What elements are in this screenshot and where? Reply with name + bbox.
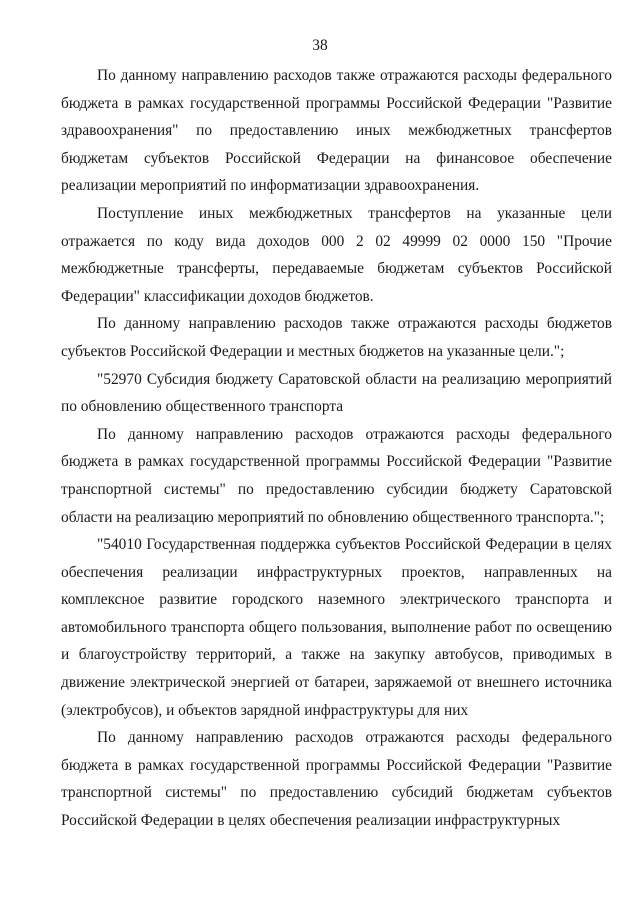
paragraph-52970-heading: "52970 Субсидия бюджету Саратовской области на реализацию мероприятий по обновлению общественного транспорта [61, 370, 612, 416]
paragraph-revenue-code: Поступление иных межбюджетных трансфертов на указанные цели отражается по коду вида доходов 000 2 02 49999 02 0000 150 "Прочие межбюджетные трансферты, передаваемые бюджетам субъектов Российской Федерации" классификации доходов бюджетов. [61, 204, 612, 305]
paragraph-federal-budget-health-transfers: По данному направлению расходов также отражаются расходы федерального бюджета в рамках государственной программы Российской Федерации "Развитие здравоохранения" по предоставлению иных межбюджетных трансфертов бюджетам субъектов Российской Федерации на финансовое обеспечение реализации мероприятий по информатизации здравоохранения. [61, 67, 612, 195]
paragraph-regional-budgets: По данному направлению расходов также отражаются расходы бюджетов субъектов Российской Федерации и местных бюджетов на указанные цели."; [61, 315, 612, 360]
paragraph-54010-heading: "54010 Государственная поддержка субъектов Российской Федерации в целях обеспечения реализации инфраструктурных проектов, направленных на комплексное развитие городского наземного электрического транспорта и автомобильного транспорта общего пользования, выполнение работ по освещению и благоустройству территорий, а также на закупку автобусов, приводимых в движение электрической энергией от батареи, заряжаемой от внешнего источника (электробусов), и объектов зарядной инфраструктуры для них [61, 536, 612, 719]
document-body [61, 62, 612, 835]
page-number: 38 [312, 37, 328, 54]
paragraph-52970-description: По данному направлению расходов отражаются расходы федерального бюджета в рамках государственной программы Российской Федерации "Развитие транспортной системы" по предоставлению субсидии бюджету Саратовской области на реализацию мероприятий по обновлению общественного транспорта."; [61, 425, 612, 526]
paragraph-54010-description: По данному направлению расходов отражаются расходы федерального бюджета в рамках государственной программы Российской Федерации "Развитие транспортной системы" по предоставлению субсидий бюджетам субъектов Российской Федерации в целях обеспечения реализации инфраструктурных [61, 729, 612, 830]
